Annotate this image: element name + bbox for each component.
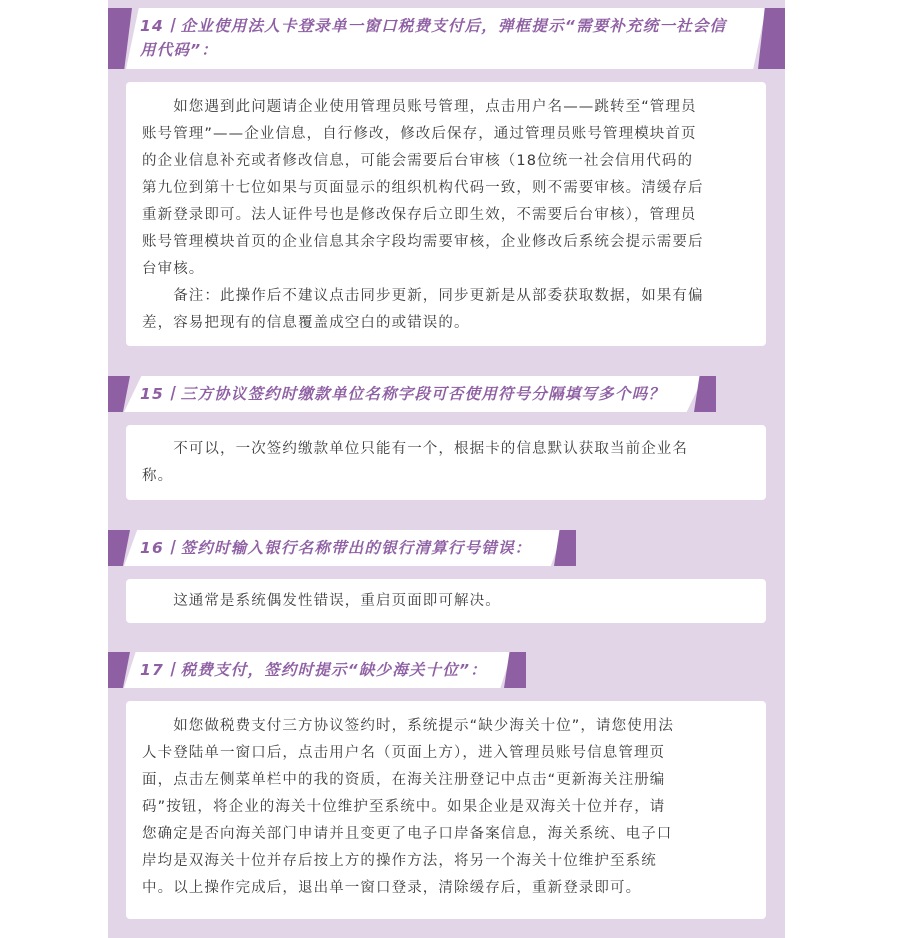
question-line: 用代码”： [140,41,218,59]
answer-line: 备注：此操作后不建议点击同步更新，同步更新是从部委获取数据，如果有偏 [142,288,704,304]
answer-line: 中。以上操作完成后，退出单一窗口登录，清除缓存后，重新登录即可。 [142,880,642,896]
answer-line: 您确定是否向海关部门申请并且变更了电子口岸备案信息，海关系统、电子口 [142,826,673,842]
answer-line: 的企业信息补充或者修改信息，可能会需要后台审核（18位统一社会信用代码的 [142,153,694,169]
answer-line: 如您做税费支付三方协议签约时，系统提示“缺少海关十位”，请您使用法 [142,718,675,734]
answer-line: 台审核。 [142,261,205,277]
answer-line: 这通常是系统偶发性错误，重启页面即可解决。 [142,593,501,609]
question-title-15 [140,382,665,406]
answer-text-15 [142,436,750,490]
answer-line: 如您遇到此问题请企业使用管理员账号管理，点击用户名——跳转至“管理员 [142,99,697,115]
question-title-14 [140,14,726,62]
question-title-17 [140,658,487,682]
answer-line: 差，容易把现有的信息覆盖成空白的或错误的。 [142,315,470,331]
question-title-16 [140,536,531,560]
answer-text-14 [142,94,750,337]
answer-line: 码”按钮，将企业的海关十位维护至系统中。如果企业是双海关十位并存，请 [142,799,666,815]
answer-line: 岸均是双海关十位并存后按上方的操作方法，将另一个海关十位维护至系统 [142,853,657,869]
answer-line: 第九位到第十七位如果与页面显示的组织机构代码一致，则不需要审核。清缓存后 [142,180,704,196]
answer-line: 账号管理”——企业信息，自行修改，修改后保存，通过管理员账号管理模块首页 [142,126,697,142]
answer-text-16 [142,588,750,615]
question-line: 17丨税费支付，签约时提示“缺少海关十位”： [140,661,487,679]
question-line: 15丨三方协议签约时缴款单位名称字段可否使用符号分隔填写多个吗？ [140,385,665,403]
answer-line: 面，点击左侧菜单栏中的我的资质，在海关注册登记中点击“更新海关注册编 [142,772,666,788]
answer-line: 称。 [142,468,174,484]
question-line: 16丨签约时输入银行名称带出的银行清算行号错误： [140,539,532,557]
answer-text-17 [142,713,750,902]
answer-line: 重新登录即可。法人证件号也是修改保存后立即生效，不需要后台审核），管理员 [142,207,697,223]
answer-line: 不可以，一次签约缴款单位只能有一个，根据卡的信息默认获取当前企业名 [142,441,688,457]
answer-line: 账号管理模块首页的企业信息其余字段均需要审核，企业修改后系统会提示需要后 [142,234,704,250]
question-line: 14丨企业使用法人卡登录单一窗口税费支付后，弹框提示“需要补充统一社会信 [140,17,727,35]
answer-line: 人卡登陆单一窗口后，点击用户名（页面上方），进入管理员账号信息管理页 [142,745,666,761]
